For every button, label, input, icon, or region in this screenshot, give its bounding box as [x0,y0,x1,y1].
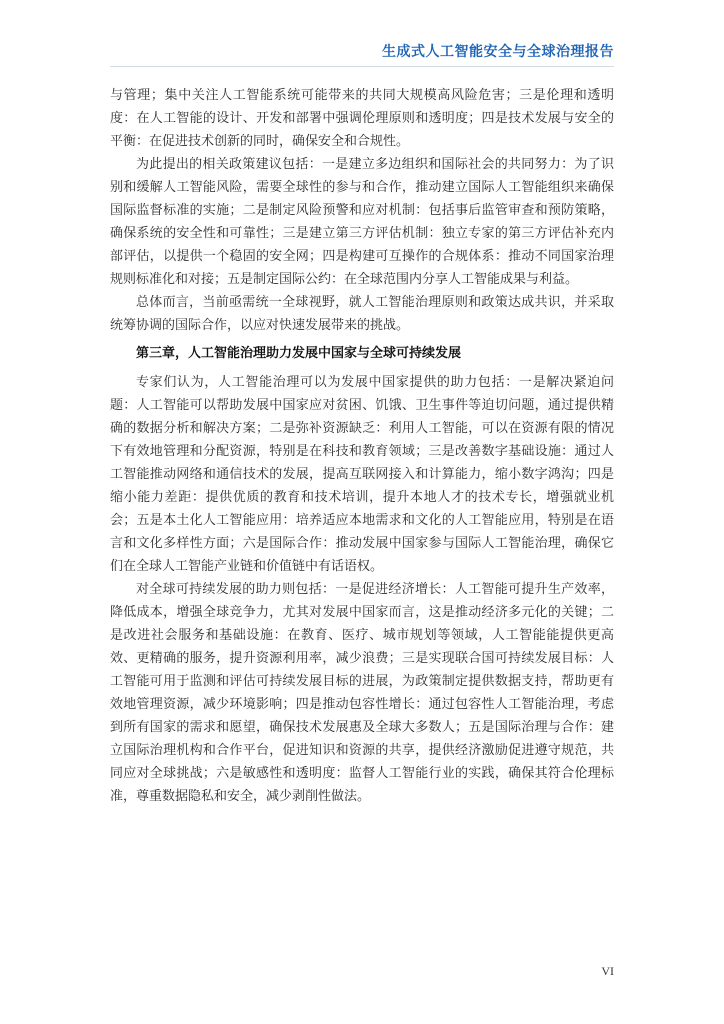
report-title: 生成式人工智能安全与全球治理报告 [382,44,614,60]
page-body [110,84,614,808]
paragraph-sustainable-development: 对全球可持续发展的助力则包括：一是促进经济增长：人工智能可提升生产效率，降低成本，增强全球竞争力，尤其对发展中国家而言，这是推动经济多元化的关键；二是改进社会服务和基础设施：在教育、医疗、城市规划等领域，人工智能能提供更高效、更精确的服务，提升资源利用率，减少浪费；三是实现联合国可持续发展目标：人工智能可用于监测和评估可持续发展目标的进展，为政策制定提供数据支持，帮助更有效地管理资源，减少环境影响；四是推动包容性增长：通过包容性人工智能治理，考虑到所有国家的需求和愿望，确保技术发展惠及全球大多数人；五是国际治理与合作：建立国际治理机构和合作平台，促进知识和资源的共享，提供经济激励促进遵守规范，共同应对全球挑战；六是敏感性和透明度：监督人工智能行业的实践，确保其符合伦理标准，尊重数据隐私和安全，减少剥削性做法。 [110,582,614,804]
page-number: VI [601,964,614,978]
header-divider [110,66,614,67]
paragraph-policy-recommendations: 为此提出的相关政策建议包括：一是建立多边组织和国际社会的共同努力：为了识别和缓解人工智能风险，需要全球性的参与和合作，推动建立国际人工智能组织来确保国际监督标准的实施；二是制定风险预警和应对机制：包括事后监管审查和预防策略，确保系统的安全性和可靠性；三是建立第三方评估机制：独立专家的第三方评估补充内部评估，以提供一个稳固的安全网；四是构建可互操作的合规体系：推动不同国家治理规则标准化和对接；五是制定国际公约：在全球范围内分享人工智能成果与利益。 [110,157,614,287]
paragraph-summary: 总体而言，当前亟需统一全球视野，就人工智能治理原则和政策达成共识，并采取统筹协调的国际合作，以应对快速发展带来的挑战。 [110,295,614,333]
paragraph-developing-countries: 专家们认为，人工智能治理可以为发展中国家提供的助力包括：一是解决紧迫问题：人工智能可以帮助发展中国家应对贫困、饥饿、卫生事件等迫切问题，通过提供精确的数据分析和解决方案；二是弥补资源缺乏：利用人工智能，可以在资源有限的情况下有效地管理和分配资源，特别是在科技和教育领域；三是改善数字基础设施：通过人工智能推动网络和通信技术的发展，提高互联网接入和计算能力，缩小数字鸿沟；四是缩小能力差距：提供优质的教育和技术培训，提升本地人才的技术专长，增强就业机会；五是本土化人工智能应用：培养适应本地需求和文化的人工智能应用，特别是在语言和文化多样性方面；六是国际合作：推动发展中国家参与国际人工智能治理，确保它们在全球人工智能产业链和价值链中有话语权。 [110,375,614,574]
chapter-heading: 第三章，人工智能治理助力发展中国家与全球可持续发展 [136,346,462,361]
paragraph-continued: 与管理；集中关注人工智能系统可能带来的共同大规模高风险危害；三是伦理和透明度：在人工智能的设计、开发和部署中强调伦理原则和透明度；四是技术发展与安全的平衡：在促进技术创新的同时，确保安全和合规性。 [110,88,614,149]
